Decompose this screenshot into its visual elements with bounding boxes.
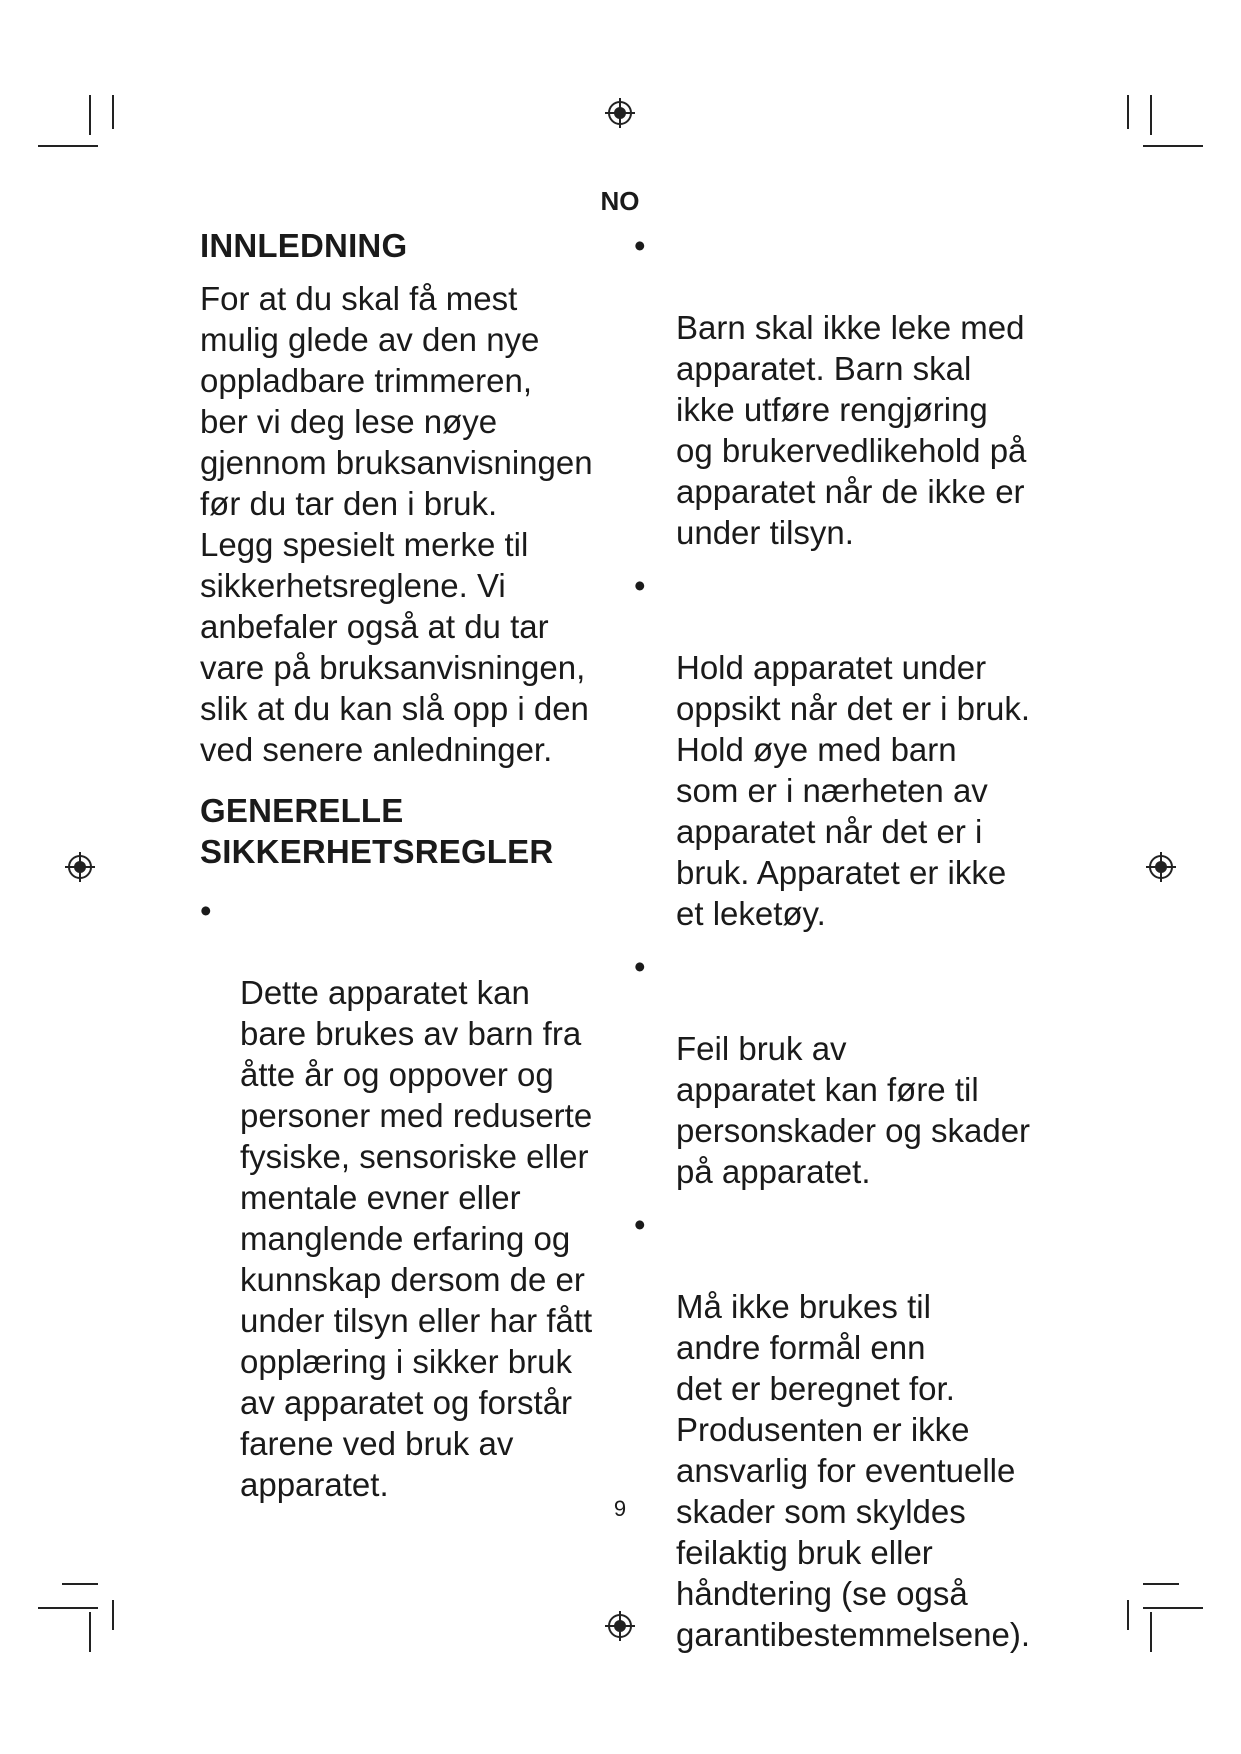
bullet-icon: •	[634, 567, 646, 604]
list-item-text: Barn skal ikke leke med apparatet. Barn skal ikke utføre rengjøring og brukervedlikehold på apparatet når de ikke er under tilsyn.	[676, 309, 1027, 551]
crop-mark	[1127, 95, 1129, 129]
right-column	[630, 225, 1070, 1667]
intro-heading: INNLEDNING	[200, 227, 408, 264]
bullet-icon: •	[634, 227, 646, 264]
list-item	[630, 565, 1070, 934]
list-item	[630, 225, 1070, 553]
crop-mark	[1143, 1607, 1203, 1609]
crop-mark	[38, 1607, 98, 1609]
list-item-text: Må ikke brukes til andre formål enn det er beregnet for. Produsenten er ikke ansvarlig for eventuelle skader som skyldes feilaktig bruk eller håndtering (se også garantibestemmelsene).	[676, 1288, 1031, 1653]
crop-mark	[1150, 95, 1152, 135]
list-item-text: Dette apparatet kan bare brukes av barn fra åtte år og oppover og personer med reduserte fysiske, sensoriske eller mentale evner eller manglende erfaring og kunnskap dersom de er under tilsyn eller har fått opplæring i sikker bruk av apparatet og forstår farene ved bruk av apparatet.	[240, 974, 593, 1503]
registration-mark-icon	[65, 852, 95, 882]
page-number: 9	[613, 1496, 627, 1521]
registration-mark-icon	[1146, 852, 1176, 882]
crop-mark	[1127, 1600, 1129, 1630]
list-item	[200, 890, 620, 1505]
bullet-icon: •	[634, 1206, 646, 1243]
safety-list-right	[630, 225, 1070, 1655]
crop-mark	[38, 145, 98, 147]
safety-heading: GENERELLE SIKKERHETSREGLER	[200, 792, 554, 870]
crop-mark	[1150, 1612, 1152, 1652]
bullet-icon: •	[200, 892, 212, 929]
safety-list-left	[200, 890, 620, 1505]
intro-paragraph: For at du skal få mest mulig glede av den nye oppladbare trimmeren, ber vi deg lese nøye gjennom bruksanvisningen før du tar den i bruk. Legg spesielt merke til sikkerhetsreglene. Vi anbefaler også at du tar vare på bruksanvisningen, slik at du kan slå opp i den ved senere anledninger.	[200, 280, 593, 768]
list-item-text: Hold apparatet under oppsikt når det er i bruk. Hold øye med barn som er i nærheten av apparatet når det er i bruk. Apparatet er ikke et leketøy.	[676, 649, 1031, 932]
language-code: NO	[600, 186, 640, 216]
crop-mark	[1143, 145, 1203, 147]
crop-mark	[89, 95, 91, 135]
list-item-text: Feil bruk av apparatet kan føre til personskader og skader på apparatet.	[676, 1030, 1031, 1190]
registration-mark-icon	[605, 98, 635, 128]
crop-mark	[112, 95, 114, 129]
crop-mark	[112, 1600, 114, 1630]
crop-mark	[1143, 1583, 1179, 1585]
crop-mark	[89, 1612, 91, 1652]
list-item	[630, 946, 1070, 1192]
list-item	[630, 1204, 1070, 1655]
crop-mark	[62, 1583, 98, 1585]
bullet-icon: •	[634, 948, 646, 985]
left-column	[200, 225, 620, 1505]
